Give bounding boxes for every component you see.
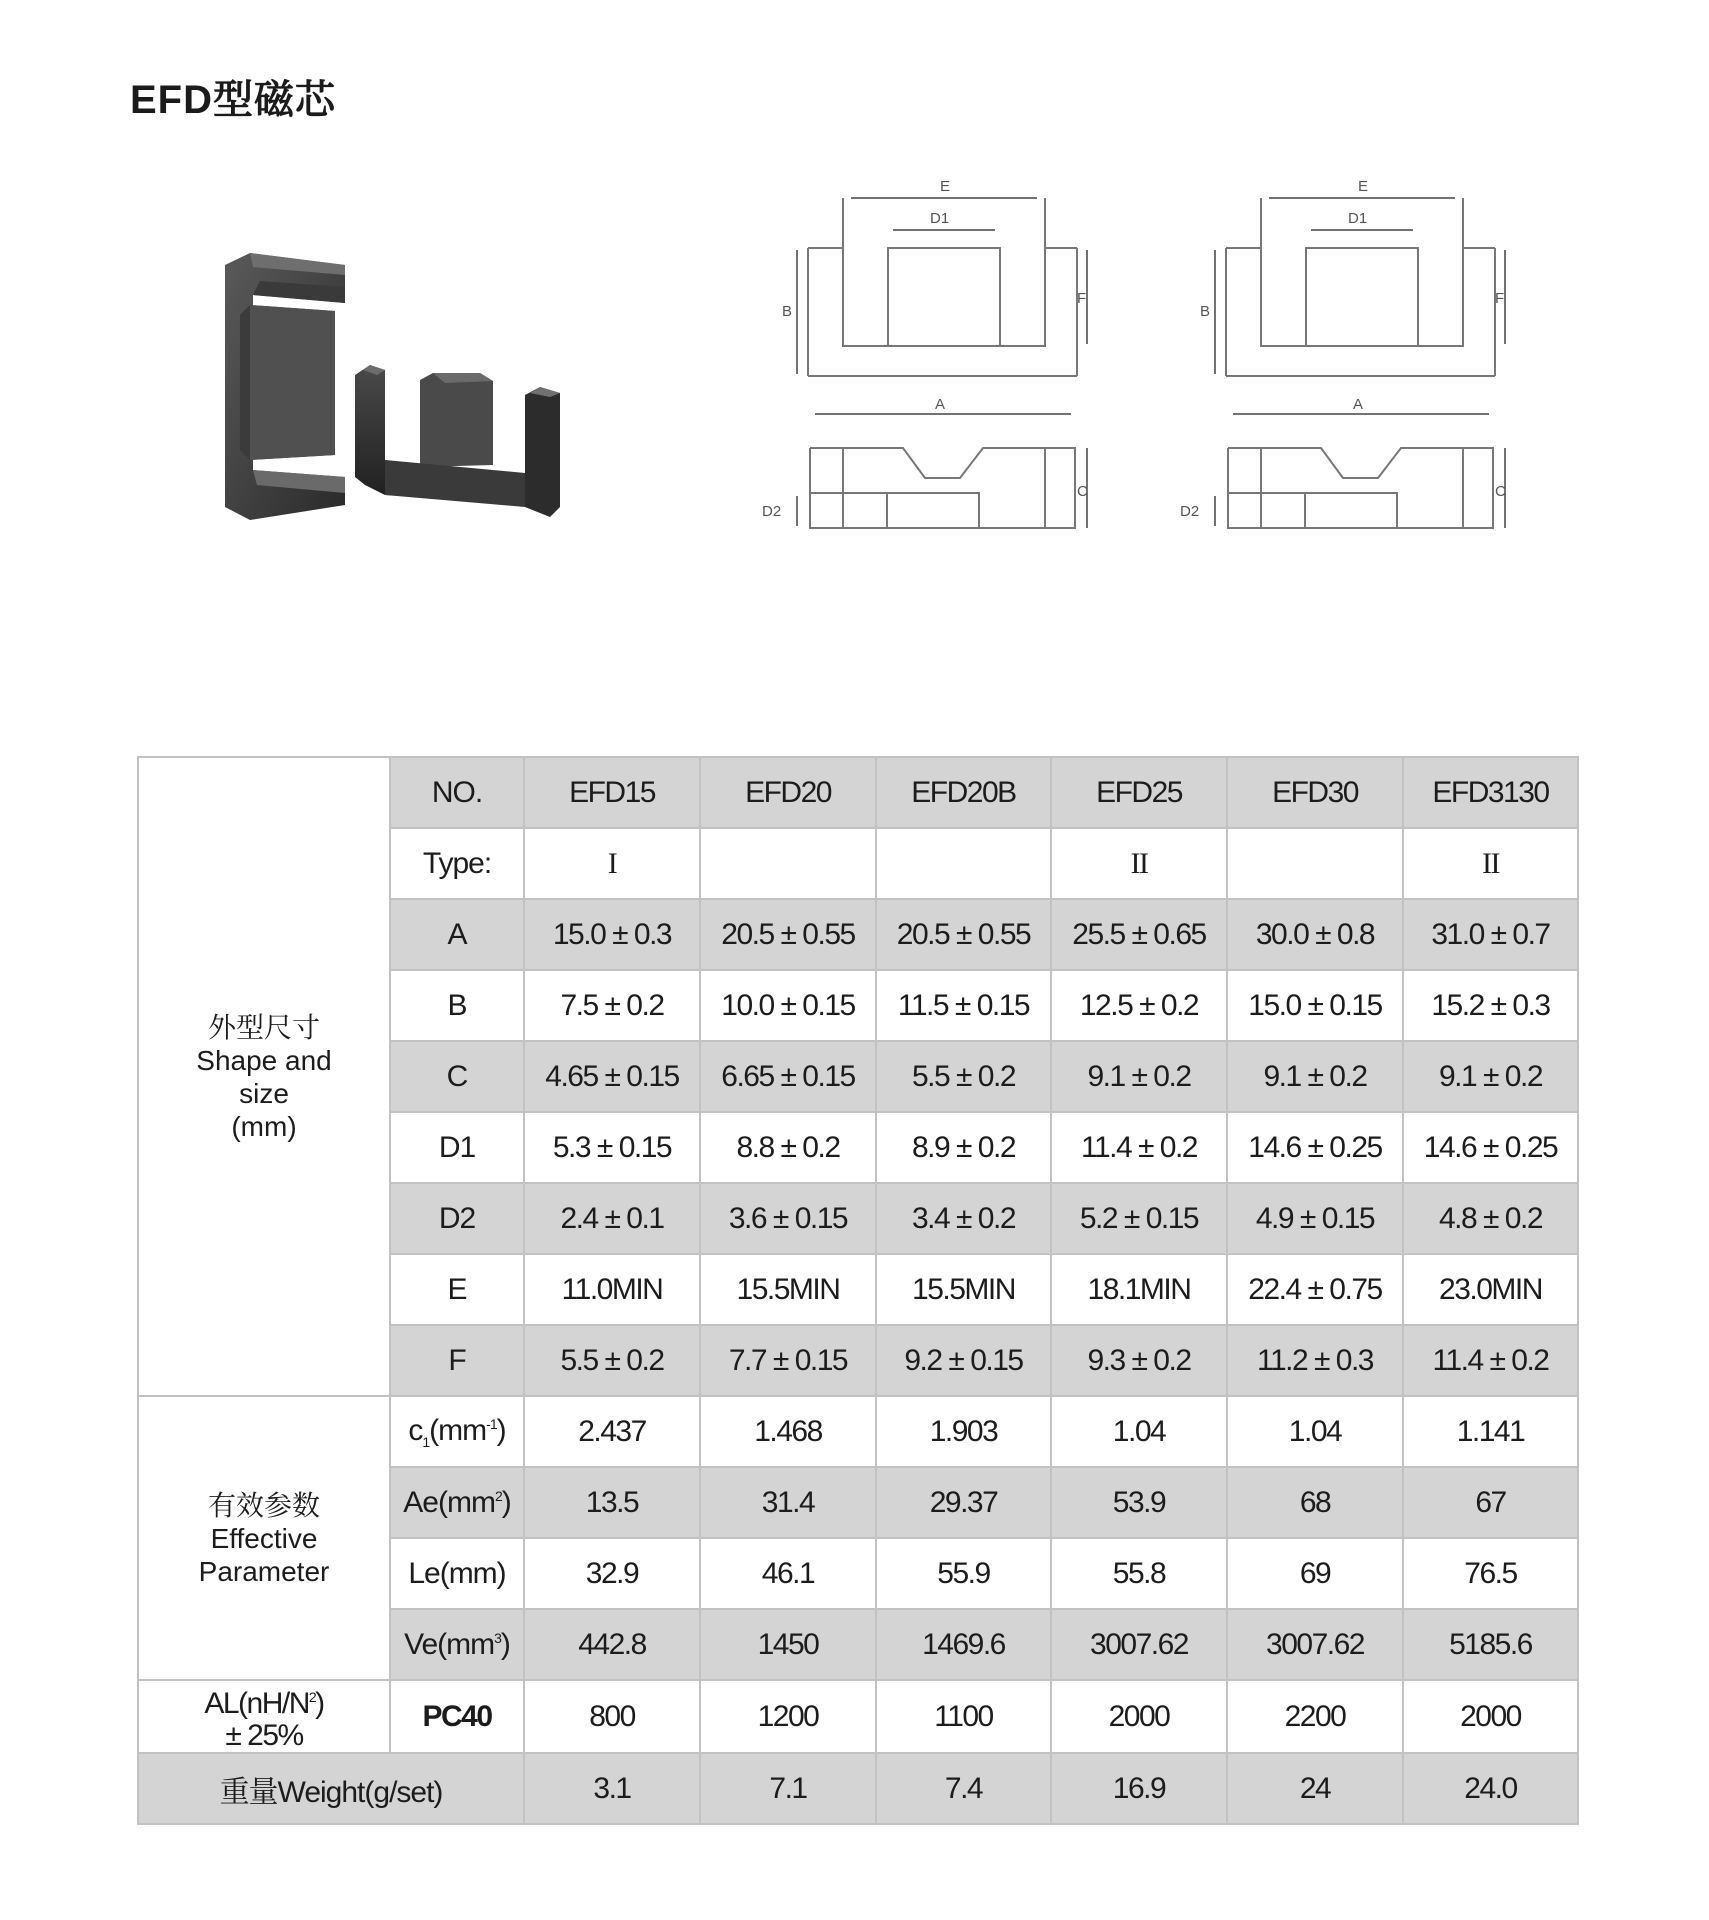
table-cell: 69: [1227, 1538, 1403, 1609]
table-cell: 15.5MIN: [876, 1254, 1051, 1325]
header-model: EFD3130: [1403, 757, 1578, 828]
table-cell: 9.1 ± 0.2: [1227, 1041, 1403, 1112]
table-cell: 4.9 ± 0.15: [1227, 1183, 1403, 1254]
table-cell: 55.9: [876, 1538, 1051, 1609]
label-E: E: [1358, 178, 1369, 195]
weight-row: [138, 1753, 1578, 1824]
table-cell: 15.2 ± 0.3: [1403, 970, 1578, 1041]
table-cell: 67: [1403, 1467, 1578, 1538]
table-cell: 24.0: [1403, 1753, 1578, 1824]
label-D1: D1: [1348, 210, 1368, 227]
table-cell: 15.5MIN: [700, 1254, 876, 1325]
table-cell: 5185.6: [1403, 1609, 1578, 1680]
header-no: NO.: [390, 757, 524, 828]
table-cell: 29.37: [876, 1467, 1051, 1538]
label-C: C: [1495, 483, 1506, 500]
table-cell: 31.0 ± 0.7: [1403, 899, 1578, 970]
table-cell: 9.1 ± 0.2: [1051, 1041, 1227, 1112]
label-A: A: [1353, 396, 1364, 413]
table-cell: 30.0 ± 0.8: [1227, 899, 1403, 970]
table-cell: 31.4: [700, 1467, 876, 1538]
label-A: A: [935, 396, 946, 413]
table-cell: 7.4: [876, 1753, 1051, 1824]
header-model: EFD15: [524, 757, 700, 828]
table-cell: 4.8 ± 0.2: [1403, 1183, 1578, 1254]
label-D2: D2: [1180, 503, 1200, 520]
table-cell: 1.468: [700, 1396, 876, 1467]
table-cell: 46.1: [700, 1538, 876, 1609]
header-model: EFD30: [1227, 757, 1403, 828]
table-cell: 55.8: [1051, 1538, 1227, 1609]
row-label: B: [390, 970, 524, 1041]
table-cell: 1469.6: [876, 1609, 1051, 1680]
group-label-en: Shape and: [196, 1044, 332, 1076]
group-label-en: size: [239, 1077, 289, 1109]
table-cell: 9.3 ± 0.2: [1051, 1325, 1227, 1396]
table-cell: 11.4 ± 0.2: [1051, 1112, 1227, 1183]
dimension-drawing-type-2: [1173, 178, 1513, 578]
table-cell: 25.5 ± 0.65: [1051, 899, 1227, 970]
table-cell: 23.0MIN: [1403, 1254, 1578, 1325]
header-model: EFD25: [1051, 757, 1227, 828]
table-cell: 1.141: [1403, 1396, 1578, 1467]
table-cell: [1227, 828, 1403, 899]
table-cell: 1.04: [1051, 1396, 1227, 1467]
row-label-c1: $c_1(mm^{-1})$: [390, 1396, 524, 1467]
table-cell: II: [1051, 828, 1227, 899]
table-cell: 11.2 ± 0.3: [1227, 1325, 1403, 1396]
table-cell: 15.0 ± 0.15: [1227, 970, 1403, 1041]
table-cell: 8.9 ± 0.2: [876, 1112, 1051, 1183]
group-label-en: Effective: [210, 1522, 318, 1554]
table-cell: 20.5 ± 0.55: [700, 899, 876, 970]
table-row: [138, 1396, 1578, 1467]
table-cell: 4.65 ± 0.15: [524, 1041, 700, 1112]
row-label: A: [390, 899, 524, 970]
row-label-ve: $Ve(mm^3)$: [390, 1609, 524, 1680]
table-cell: 7.5 ± 0.2: [524, 970, 700, 1041]
table-cell: 8.8 ± 0.2: [700, 1112, 876, 1183]
table-cell: 5.3 ± 0.15: [524, 1112, 700, 1183]
table-cell: [700, 828, 876, 899]
table-cell: 1.04: [1227, 1396, 1403, 1467]
table-cell: II: [1403, 828, 1578, 899]
table-cell: I: [524, 828, 700, 899]
label-C: C: [1077, 483, 1088, 500]
table-cell: 18.1MIN: [1051, 1254, 1227, 1325]
al-tolerance: ± 25%: [225, 1719, 303, 1752]
table-cell: 14.6 ± 0.25: [1227, 1112, 1403, 1183]
table-cell: 2.437: [524, 1396, 700, 1467]
table-cell: 6.65 ± 0.15: [700, 1041, 876, 1112]
table-cell: 16.9: [1051, 1753, 1227, 1824]
table-cell: 11.4 ± 0.2: [1403, 1325, 1578, 1396]
table-cell: 14.6 ± 0.25: [1403, 1112, 1578, 1183]
table-cell: 32.9: [524, 1538, 700, 1609]
table-cell: 22.4 ± 0.75: [1227, 1254, 1403, 1325]
table-cell: 3007.62: [1227, 1609, 1403, 1680]
group-label-cn: 有效参数: [207, 1489, 320, 1521]
table-cell: 20.5 ± 0.55: [876, 899, 1051, 970]
label-D1: D1: [930, 210, 950, 227]
table-cell: 2000: [1051, 1680, 1227, 1753]
group-label-cn: 外型尺寸: [207, 1011, 320, 1043]
table-cell: 1.903: [876, 1396, 1051, 1467]
label-B: B: [782, 303, 793, 320]
dimension-drawing-type-1: [755, 178, 1095, 578]
effective-parameter-group-label: [138, 1396, 390, 1680]
table-cell: 53.9: [1051, 1467, 1227, 1538]
table-cell: 3.4 ± 0.2: [876, 1183, 1051, 1254]
table-cell: 10.0 ± 0.15: [700, 970, 876, 1041]
page-title: EFD型磁芯: [130, 78, 336, 122]
label-F: F: [1077, 290, 1087, 307]
table-cell: [876, 828, 1051, 899]
row-label-al: $AL(nH/N^2)$ ± 25%: [138, 1680, 390, 1753]
table-cell: 1450: [700, 1609, 876, 1680]
table-cell: 7.1: [700, 1753, 876, 1824]
table-cell: 11.0MIN: [524, 1254, 700, 1325]
material-label: PC40: [390, 1680, 524, 1753]
table-cell: 2000: [1403, 1680, 1578, 1753]
table-cell: 15.0 ± 0.3: [524, 899, 700, 970]
group-label-en: Parameter: [198, 1555, 330, 1587]
table-cell: 1100: [876, 1680, 1051, 1753]
label-B: B: [1200, 303, 1211, 320]
label-F: F: [1495, 290, 1505, 307]
table-cell: 68: [1227, 1467, 1403, 1538]
table-cell: 5.5 ± 0.2: [524, 1325, 700, 1396]
table-cell: 2.4 ± 0.1: [524, 1183, 700, 1254]
row-label-le: Le(mm): [390, 1538, 524, 1609]
table-cell: 76.5: [1403, 1538, 1578, 1609]
label-E: E: [940, 178, 951, 195]
table-cell: 24: [1227, 1753, 1403, 1824]
header-model: EFD20: [700, 757, 876, 828]
core-photo: [205, 245, 610, 535]
table-cell: 5.2 ± 0.15: [1051, 1183, 1227, 1254]
header-model: EFD20B: [876, 757, 1051, 828]
shape-size-group-label: [138, 757, 390, 1396]
row-label: D1: [390, 1112, 524, 1183]
spec-table: [137, 756, 1579, 1825]
table-cell: 9.2 ± 0.15: [876, 1325, 1051, 1396]
table-cell: 2200: [1227, 1680, 1403, 1753]
table-cell: 3007.62: [1051, 1609, 1227, 1680]
row-label: Type:: [390, 828, 524, 899]
header-row: [138, 757, 1578, 828]
table-cell: 12.5 ± 0.2: [1051, 970, 1227, 1041]
row-label: E: [390, 1254, 524, 1325]
row-label: C: [390, 1041, 524, 1112]
group-label-unit: (mm): [231, 1110, 297, 1142]
table-cell: 11.5 ± 0.15: [876, 970, 1051, 1041]
table-cell: 442.8: [524, 1609, 700, 1680]
al-row: [138, 1680, 1578, 1753]
table-cell: 9.1 ± 0.2: [1403, 1041, 1578, 1112]
table-cell: 5.5 ± 0.2: [876, 1041, 1051, 1112]
table-cell: 13.5: [524, 1467, 700, 1538]
table-cell: 7.7 ± 0.15: [700, 1325, 876, 1396]
row-label-weight: 重量Weight(g/set): [138, 1753, 524, 1824]
row-label-ae: $Ae(mm^2)$: [390, 1467, 524, 1538]
table-cell: 3.6 ± 0.15: [700, 1183, 876, 1254]
label-D2: D2: [762, 503, 782, 520]
row-label: F: [390, 1325, 524, 1396]
table-cell: 1200: [700, 1680, 876, 1753]
table-cell: 800: [524, 1680, 700, 1753]
table-cell: 3.1: [524, 1753, 700, 1824]
row-label: D2: [390, 1183, 524, 1254]
